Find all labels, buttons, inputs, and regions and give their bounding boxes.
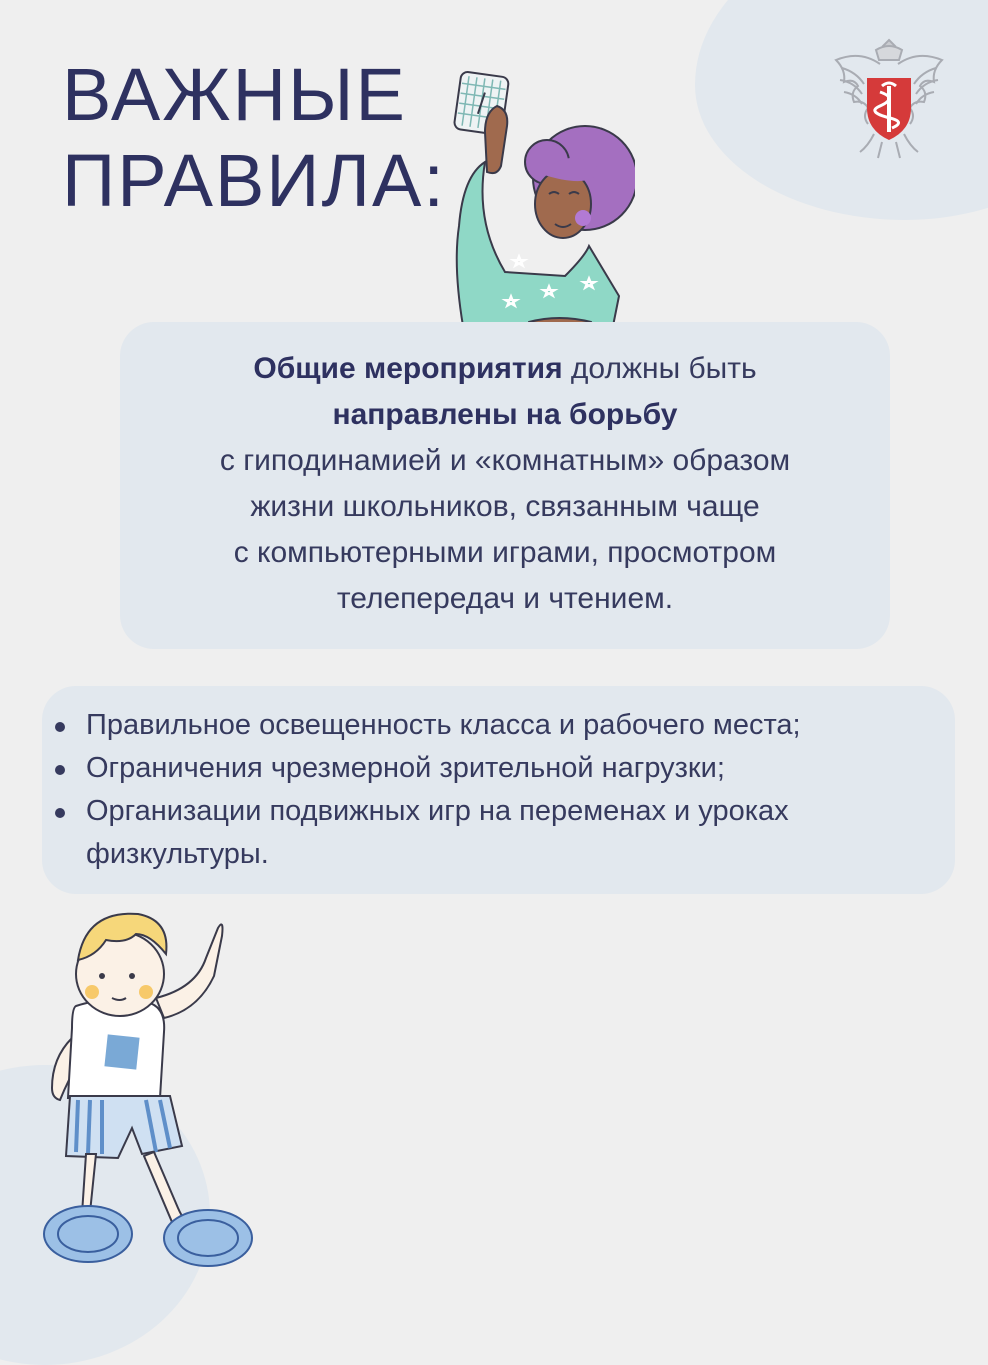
rule-item: [86, 747, 945, 790]
rule-text: Правильное освещенность класса и рабочего места;: [86, 709, 801, 741]
rule-text: Организации подвижных игр на переменах и уроках физкультуры.: [86, 795, 789, 870]
ministry-emblem-icon: [830, 34, 948, 162]
rules-card: [42, 686, 955, 894]
card-line-6: телепередач и чтением.: [336, 582, 674, 615]
rules-list: [86, 704, 945, 876]
girl-with-card-illustration: [445, 66, 635, 336]
boy-on-massage-mats-illustration: [36, 898, 276, 1270]
card-text-1: должны быть: [562, 352, 757, 385]
info-card-main: [120, 322, 890, 649]
card-bold-2: направлены на борьбу: [332, 398, 678, 431]
rule-text: Ограничения чрезмерной зрительной нагрузки;: [86, 752, 725, 784]
card-line-4: жизни школьников, связанным чаще: [250, 490, 760, 523]
bullet-icon: [55, 722, 65, 732]
card-line-2: [140, 392, 870, 438]
rule-item: [86, 790, 945, 876]
page-title: [62, 52, 446, 224]
card-line-5: с компьютерными играми, просмотром: [233, 536, 777, 569]
title-line-1: ВАЖНЫЕ: [62, 53, 407, 136]
bullet-icon: [55, 808, 65, 818]
card-bold-1: Общие мероприятия: [253, 352, 563, 385]
card-line-3: с гиподинамией и «комнатным» образом: [219, 444, 791, 477]
card-line-1: [140, 346, 870, 392]
title-line-2: ПРАВИЛА:: [62, 139, 446, 222]
rule-item: [86, 704, 945, 747]
bullet-icon: [55, 765, 65, 775]
